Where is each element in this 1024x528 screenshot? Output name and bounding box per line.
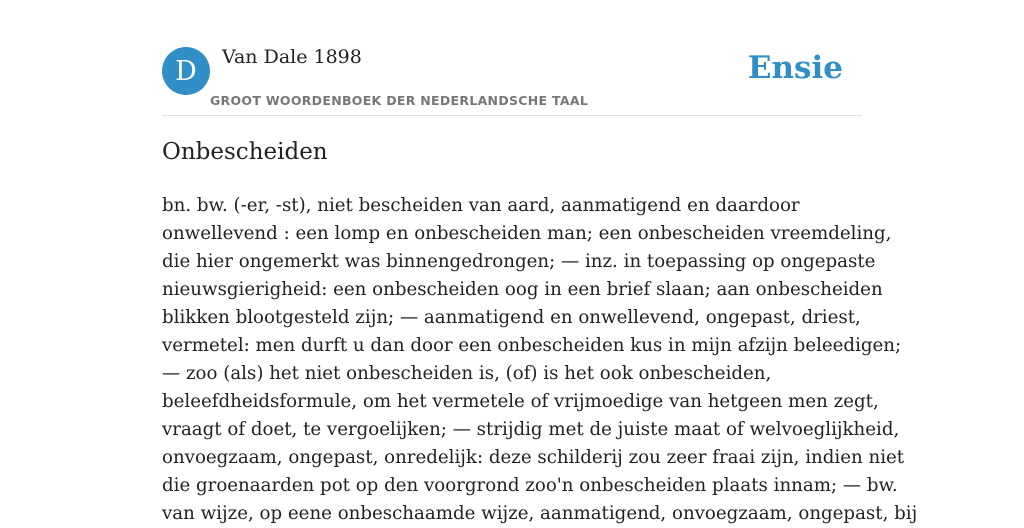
dictionary-avatar[interactable] [162,47,210,95]
entry-headword: Onbescheiden [162,139,328,165]
definition-line: die groenaarden pot op den voorgrond zoo'n onbescheiden plaats innam; — bw. [162,475,898,496]
definition-line: bn. bw. (-er, -st), niet bescheiden van aard, aanmatigend en daardoor [162,195,800,216]
definition-line: blikken blootgesteld zijn; — aanmatigend en onwellevend, ongepast, driest, [162,307,861,328]
definition-line: vraagt of doet, te vergoelijken; — strijdig met de juiste maat of welvoeglijkheid, [162,419,900,440]
definition-line: beleefdheidsformule, om het vermetele of vrijmoedige van hetgeen men zegt, [162,391,879,412]
header-divider [162,115,862,116]
definition-line: van wijze, op eene onbeschaamde wijze, aanmatigend, onvoegzaam, ongepast, bij [162,503,918,524]
definition-line: nieuwsgierigheid: een onbescheiden oog in een brief slaan; aan onbescheiden [162,279,883,300]
avatar-letter: D [175,55,197,87]
definition-line: — zoo (als) het niet onbescheiden is, (of) is het ook onbescheiden, [162,363,772,384]
definition-line: vermetel: men durft u dan door een onbescheiden kus in mijn afzijn beleedigen; [162,335,902,356]
definition-line: die hier ongemerkt was binnengedrongen; — inz. in toepassing op ongepaste [162,251,876,272]
entry-definition [162,192,918,528]
definition-line: onwellevend : een lomp en onbescheiden man; een onbescheiden vreemdeling, [162,223,892,244]
dictionary-name[interactable]: Van Dale 1898 [222,46,362,68]
dictionary-subtitle: GROOT WOORDENBOEK DER NEDERLANDSCHE TAAL [210,93,589,108]
definition-line: onvoegzaam, ongepast, onredelijk: deze schilderij zou zeer fraai zijn, indien niet [162,447,905,468]
ensie-logo[interactable]: Ensie [747,50,843,86]
